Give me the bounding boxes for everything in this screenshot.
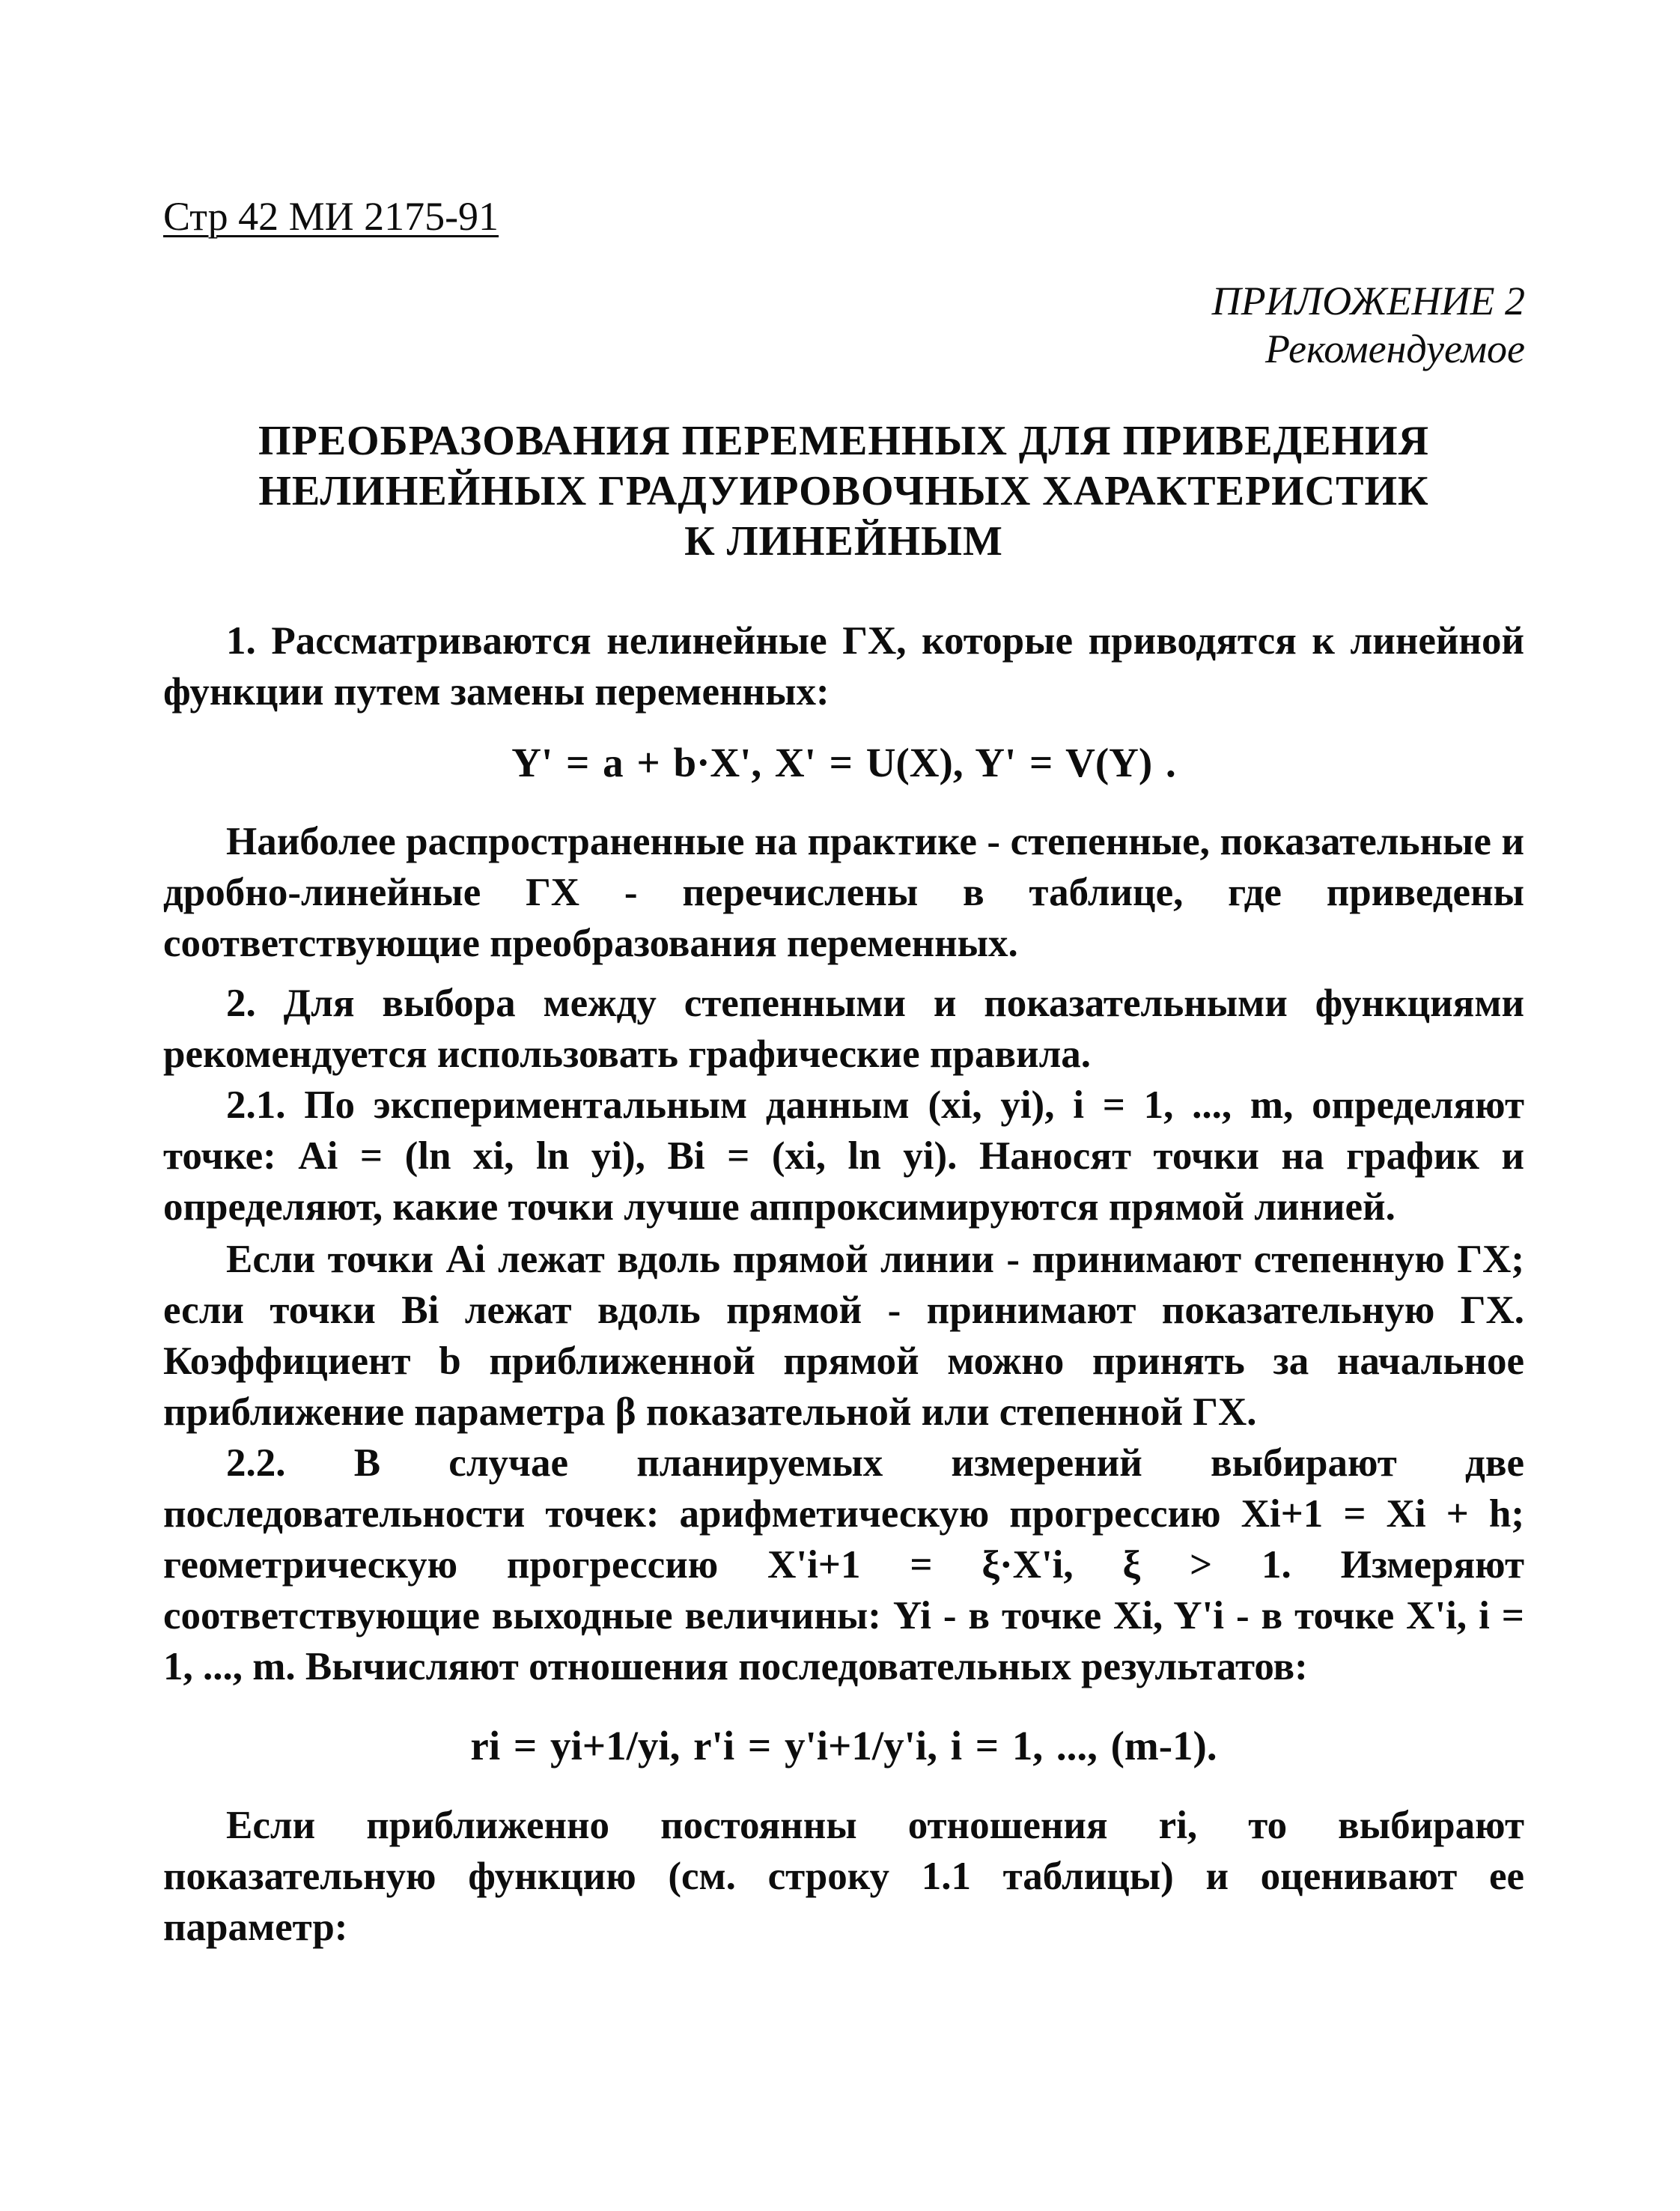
title-line-3: К ЛИНЕЙНЫМ [684, 518, 1003, 565]
paragraph-1: 1. Рассматриваются нелинейные ГХ, которые приводятся к линейной функции путем замены переменных: [163, 619, 1524, 714]
paragraph-2-2-b: Если приближенно постоянны отношения ri, то выбирают показательную функцию (см. строку 1.1 таблицы) и оценивают ее параметр: [163, 1804, 1524, 1949]
paragraph-1-2: Наиболее распространенные на практике - степенные, показательные и дробно-линейные ГХ - перечислены в таблице, где приведены соответствующие преобразования переменных. [163, 820, 1524, 965]
paragraph-2-2: 2.2. В случае планируемых измерений выбирают две последовательности точек: арифметическую прогрессию Xi+1 = Xi + h; геометрическую прогрессию X'i+1 = ξ·X'i, ξ > 1. Измеряют соответствующие выходные величины: Yi - в точке Xi, Y'i - в точке X'i, i = 1, ..., m. Вычисляют отношения последовательных результатов: [163, 1441, 1524, 1688]
document-title [163, 416, 1524, 567]
title-line-2: НЕЛИНЕЙНЫХ ГРАДУИРОВОЧНЫХ ХАРАКТЕРИСТИК [258, 468, 1429, 514]
title-line-1: ПРЕОБРАЗОВАНИЯ ПЕРЕМЕННЫХ ДЛЯ ПРИВЕДЕНИЯ [258, 418, 1430, 464]
page-header: Стр 42 МИ 2175-91 [163, 194, 499, 239]
appendix-label-block [1001, 277, 1525, 373]
formula-1: Y' = a + b·X', X' = U(X), Y' = V(Y) . [511, 740, 1176, 785]
paragraph-2-1-b: Если точки Ai лежат вдоль прямой линии - принимают степенную ГХ; если точки Bi лежат вдоль прямой - принимают показательную ГХ. Коэффициент b приближенной прямой можно принять за начальное приближение параметра β показательной или степенной ГХ. [163, 1238, 1524, 1434]
appendix-status: Рекомендуемое [1265, 326, 1525, 371]
paragraph-2-1: 2.1. По экспериментальным данным (xi, yi), i = 1, ..., m, определяют точке: Ai = (ln xi, ln yi), Bi = (xi, ln yi). Наносят точки на график и определяют, какие точки лучше аппроксимируются прямой линией. [163, 1083, 1524, 1229]
appendix-label: ПРИЛОЖЕНИЕ 2 [1211, 279, 1525, 323]
formula-2: ri = yi+1/yi, r'i = y'i+1/y'i, i = 1, ..., (m-1). [470, 1723, 1217, 1769]
paragraph-2: 2. Для выбора между степенными и показательными функциями рекомендуется использовать графические правила. [163, 982, 1524, 1076]
